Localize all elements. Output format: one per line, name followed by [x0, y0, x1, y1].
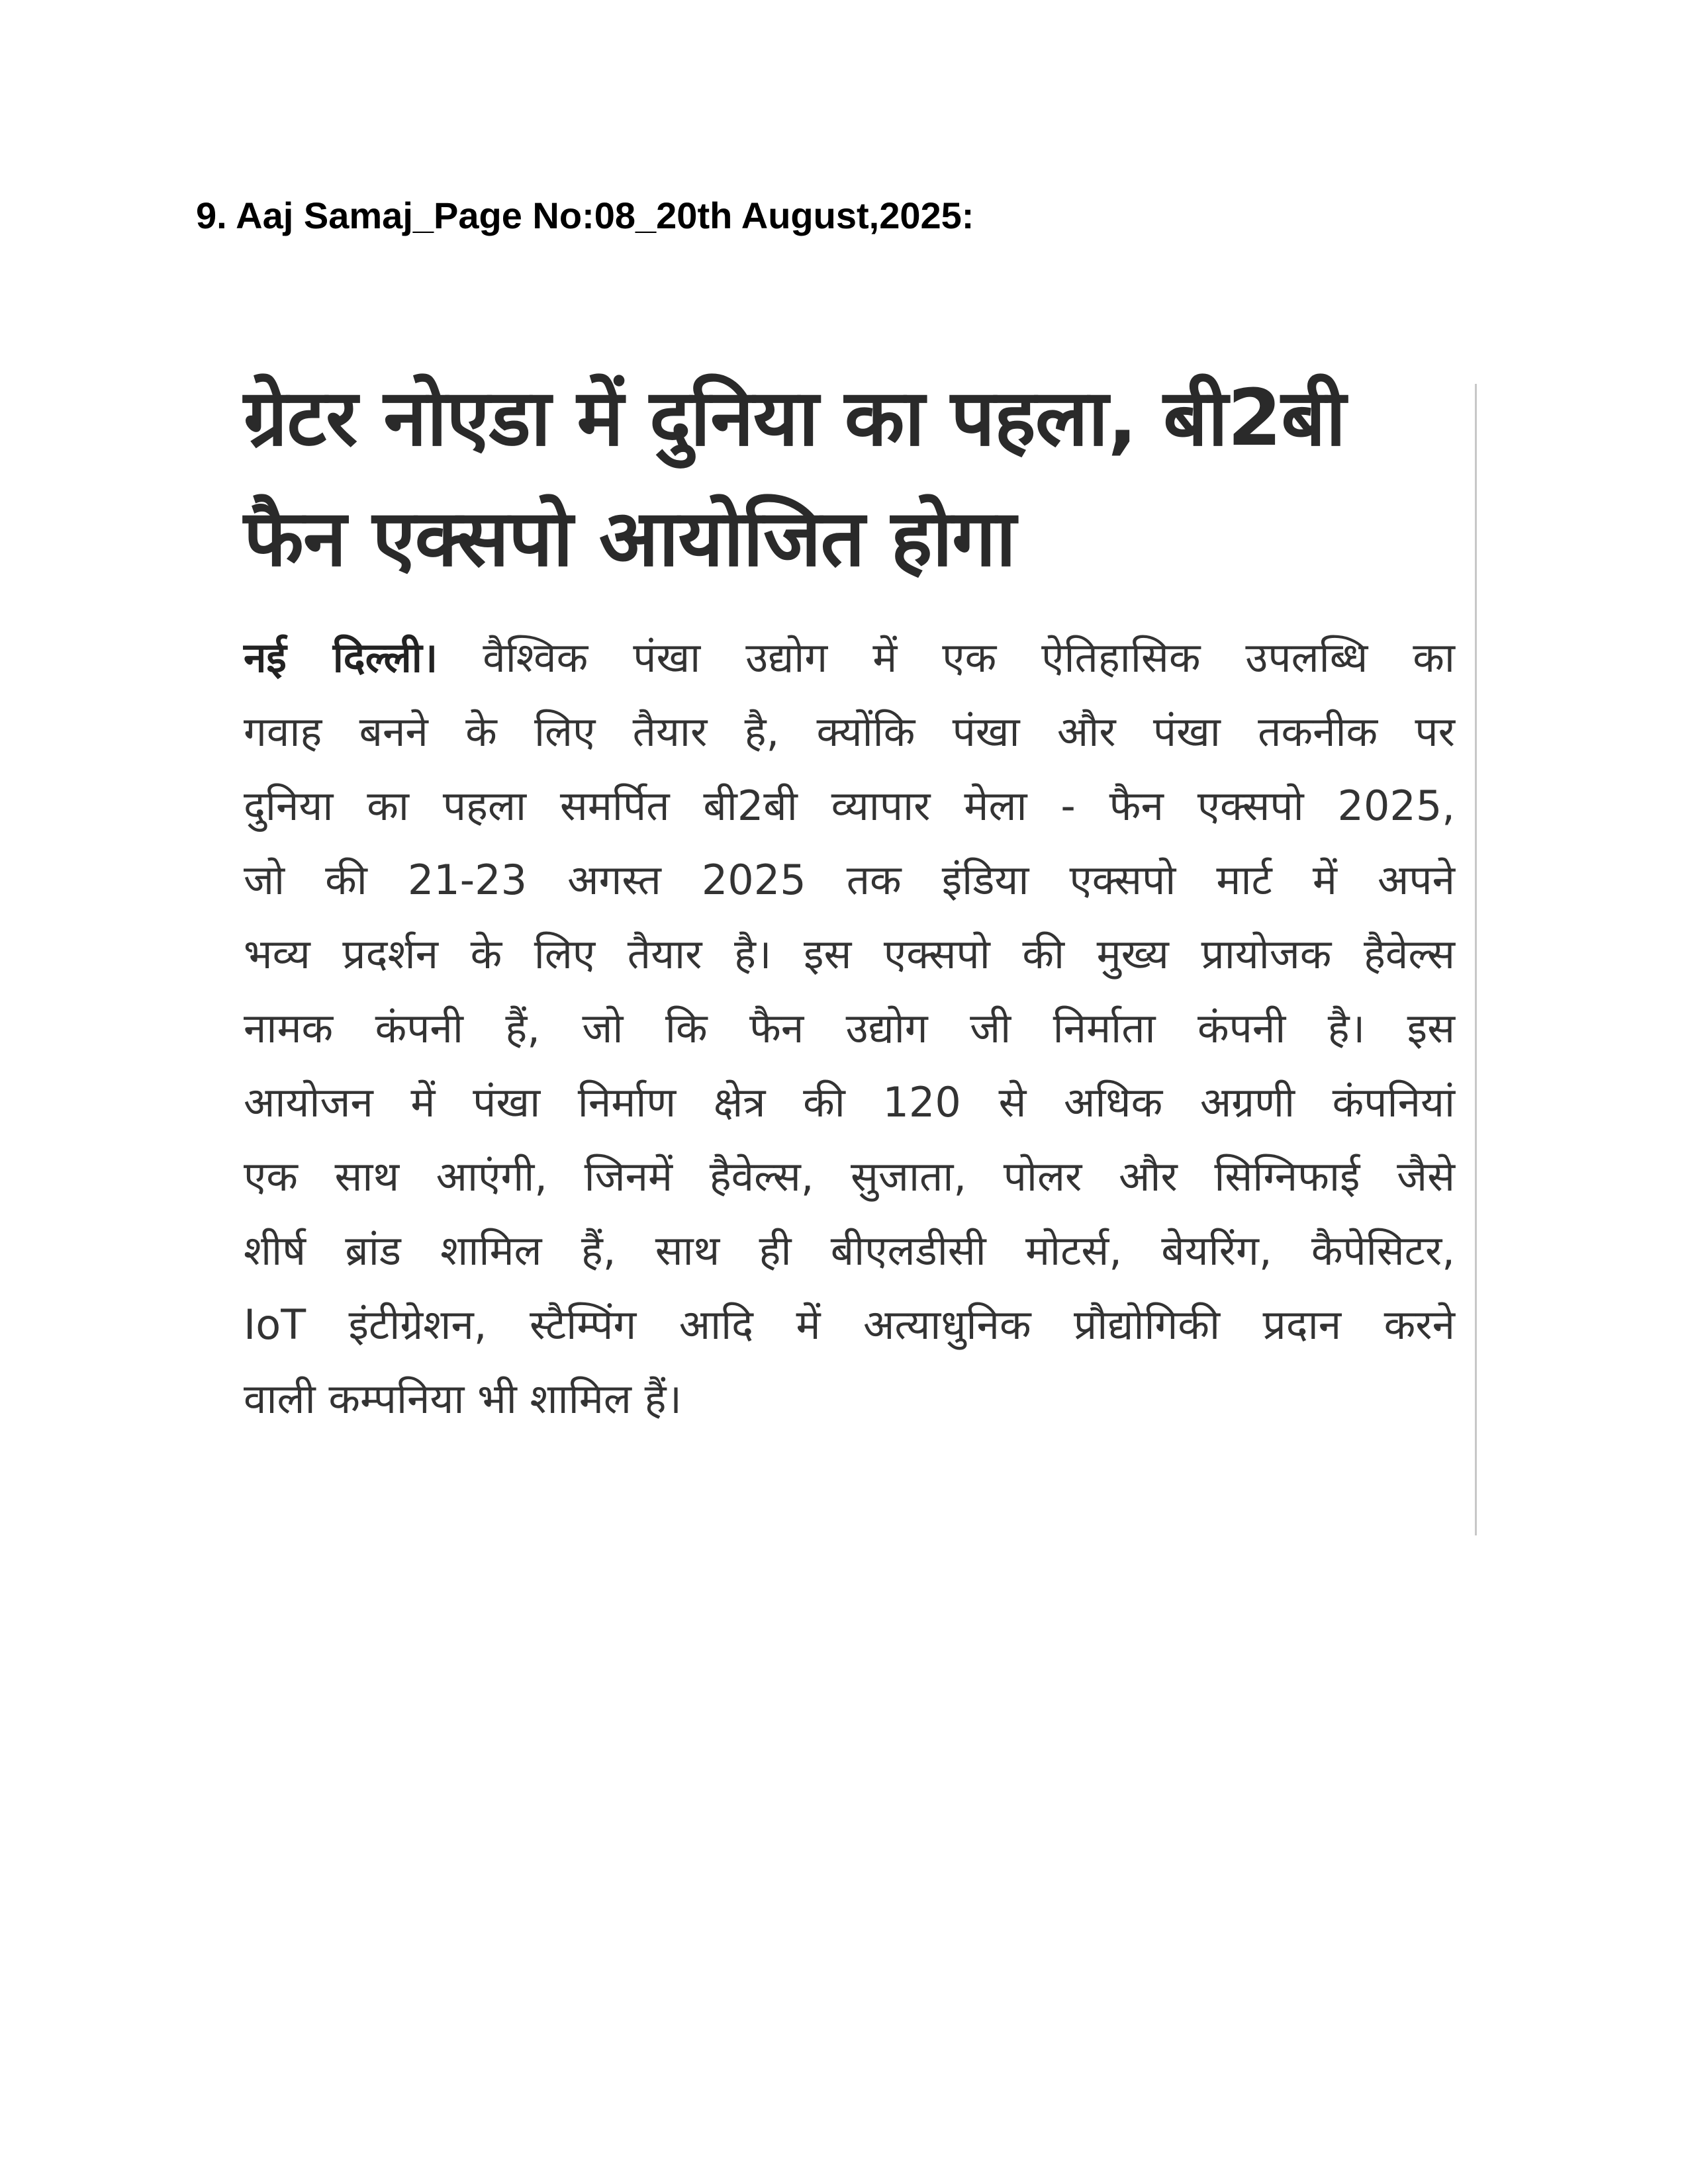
body-line: नामक कंपनी हैं, जो कि फैन उद्योग जी निर्माता कंपनी है। इस [244, 1004, 1455, 1052]
article-dateline: नई दिल्ली। [244, 633, 438, 682]
body-line: जो की 21-23 अगस्त 2025 तक इंडिया एक्सपो मार्ट में अपने [244, 856, 1455, 904]
body-line: शीर्ष ब्रांड शामिल हैं, साथ ही बीएलडीसी मोटर्स, बेयरिंग, कैपेसिटर, [244, 1226, 1455, 1275]
body-line: भव्य प्रदर्शन के लिए तैयार है। इस एक्सपो की मुख्य प्रायोजक हैवेल्स [244, 930, 1455, 978]
headline-line: ग्रेटर नोएडा में दुनिया का पहला, बी2बी [244, 372, 1346, 463]
headline-line: फैन एक्सपो आयोजित होगा [244, 492, 1016, 584]
body-line: एक साथ आएंगी, जिनमें हैवेल्स, सुजाता, पोलर और सिग्निफाई जैसे [244, 1152, 1455, 1201]
article-body [244, 621, 1455, 1436]
column-divider [1475, 384, 1477, 1535]
page-heading: 9. Aaj Samaj_Page No:08_20th August,2025: [196, 195, 974, 236]
body-line: आयोजन में पंखा निर्माण क्षेत्र की 120 से अधिक अग्रणी कंपनियां [244, 1078, 1455, 1126]
body-line-text: वैश्विक पंखा उद्योग में एक ऐतिहासिक उपलब्धि का [483, 633, 1455, 682]
body-line [244, 621, 1455, 695]
body-line: दुनिया का पहला समर्पित बी2बी व्यापार मेला - फैन एक्सपो 2025, [244, 782, 1455, 830]
article-headline [244, 357, 1435, 598]
body-line: वाली कम्पनिया भी शामिल हैं। [244, 1375, 682, 1423]
body-line: गवाह बनने के लिए तैयार है, क्योंकि पंखा और पंखा तकनीक पर [244, 707, 1455, 756]
body-line: IoT इंटीग्रेशन, स्टैम्पिंग आदि में अत्याधुनिक प्रौद्योगिकी प्रदान करने [244, 1300, 1455, 1349]
newspaper-clipping [237, 357, 1488, 1535]
